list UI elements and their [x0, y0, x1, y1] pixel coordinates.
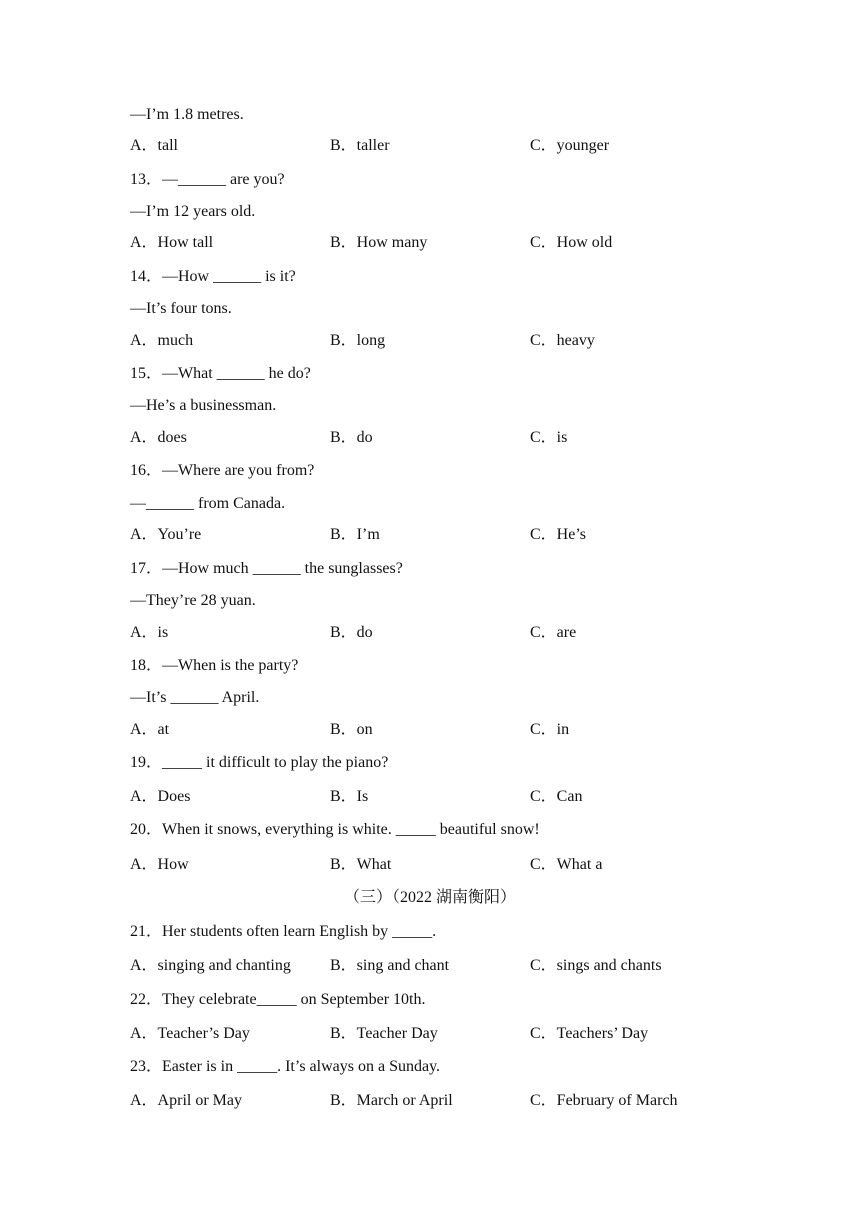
option-a: A．April or May: [130, 1092, 242, 1109]
answer-line: —I’m 1.8 metres.: [130, 106, 244, 123]
option-c: C．heavy: [530, 332, 595, 349]
option-c: C．Teachers’ Day: [530, 1025, 649, 1042]
option-a: A．tall: [130, 137, 178, 154]
option-a: A．Does: [130, 788, 191, 805]
option-b: B．March or April: [330, 1092, 453, 1109]
option-c: C．He’s: [530, 526, 587, 543]
option-c: C．How old: [530, 234, 613, 251]
question-13: 13．—______ are you?: [130, 171, 285, 188]
option-a: A．is: [130, 624, 169, 641]
option-a: A．singing and chanting: [130, 957, 291, 974]
option-b: B．sing and chant: [330, 957, 450, 974]
option-c: C．February of March: [530, 1092, 678, 1109]
option-b: B．I’m: [330, 526, 380, 543]
option-b: B．Is: [330, 788, 369, 805]
answer-line: —It’s ______ April.: [130, 689, 260, 706]
option-c: C．in: [530, 721, 570, 738]
question-23: 23．Easter is in _____. It’s always on a Sunday.: [130, 1058, 441, 1075]
answer-line: —______ from Canada.: [130, 495, 286, 512]
answer-line: —They’re 28 yuan.: [130, 592, 256, 609]
option-b: B．do: [330, 429, 373, 446]
option-b: B．Teacher Day: [330, 1025, 438, 1042]
answer-line: —He’s a businessman.: [130, 397, 277, 414]
option-a: A．How: [130, 856, 189, 873]
option-c: C．are: [530, 624, 577, 641]
question-17: 17．—How much ______ the sunglasses?: [130, 560, 403, 577]
option-c: C．What a: [530, 856, 603, 873]
question-15: 15．—What ______ he do?: [130, 365, 311, 382]
option-c: C．younger: [530, 137, 610, 154]
option-a: A．You’re: [130, 526, 202, 543]
option-b: B．What: [330, 856, 392, 873]
option-a: A．Teacher’s Day: [130, 1025, 250, 1042]
option-a: A．much: [130, 332, 194, 349]
answer-line: —I’m 12 years old.: [130, 203, 256, 220]
option-a: A．at: [130, 721, 170, 738]
question-19: 19．_____ it difficult to play the piano?: [130, 754, 389, 771]
option-b: B．long: [330, 332, 386, 349]
option-c: C．is: [530, 429, 568, 446]
question-18: 18．—When is the party?: [130, 657, 299, 674]
question-14: 14．—How ______ is it?: [130, 268, 296, 285]
question-22: 22．They celebrate_____ on September 10th.: [130, 991, 426, 1008]
option-b: B．How many: [330, 234, 428, 251]
question-20: 20．When it snows, everything is white. _____ beautiful snow!: [130, 821, 540, 838]
question-16: 16．—Where are you from?: [130, 462, 315, 479]
option-a: A．How tall: [130, 234, 214, 251]
option-c: C．Can: [530, 788, 583, 805]
option-a: A．does: [130, 429, 187, 446]
option-b: B．do: [330, 624, 373, 641]
option-c: C．sings and chants: [530, 957, 662, 974]
section-heading: （三）（2022 湖南衡阳）: [343, 889, 516, 906]
option-b: B．taller: [330, 137, 390, 154]
question-21: 21．Her students often learn English by _____.: [130, 923, 437, 940]
answer-line: —It’s four tons.: [130, 300, 232, 317]
option-b: B．on: [330, 721, 373, 738]
